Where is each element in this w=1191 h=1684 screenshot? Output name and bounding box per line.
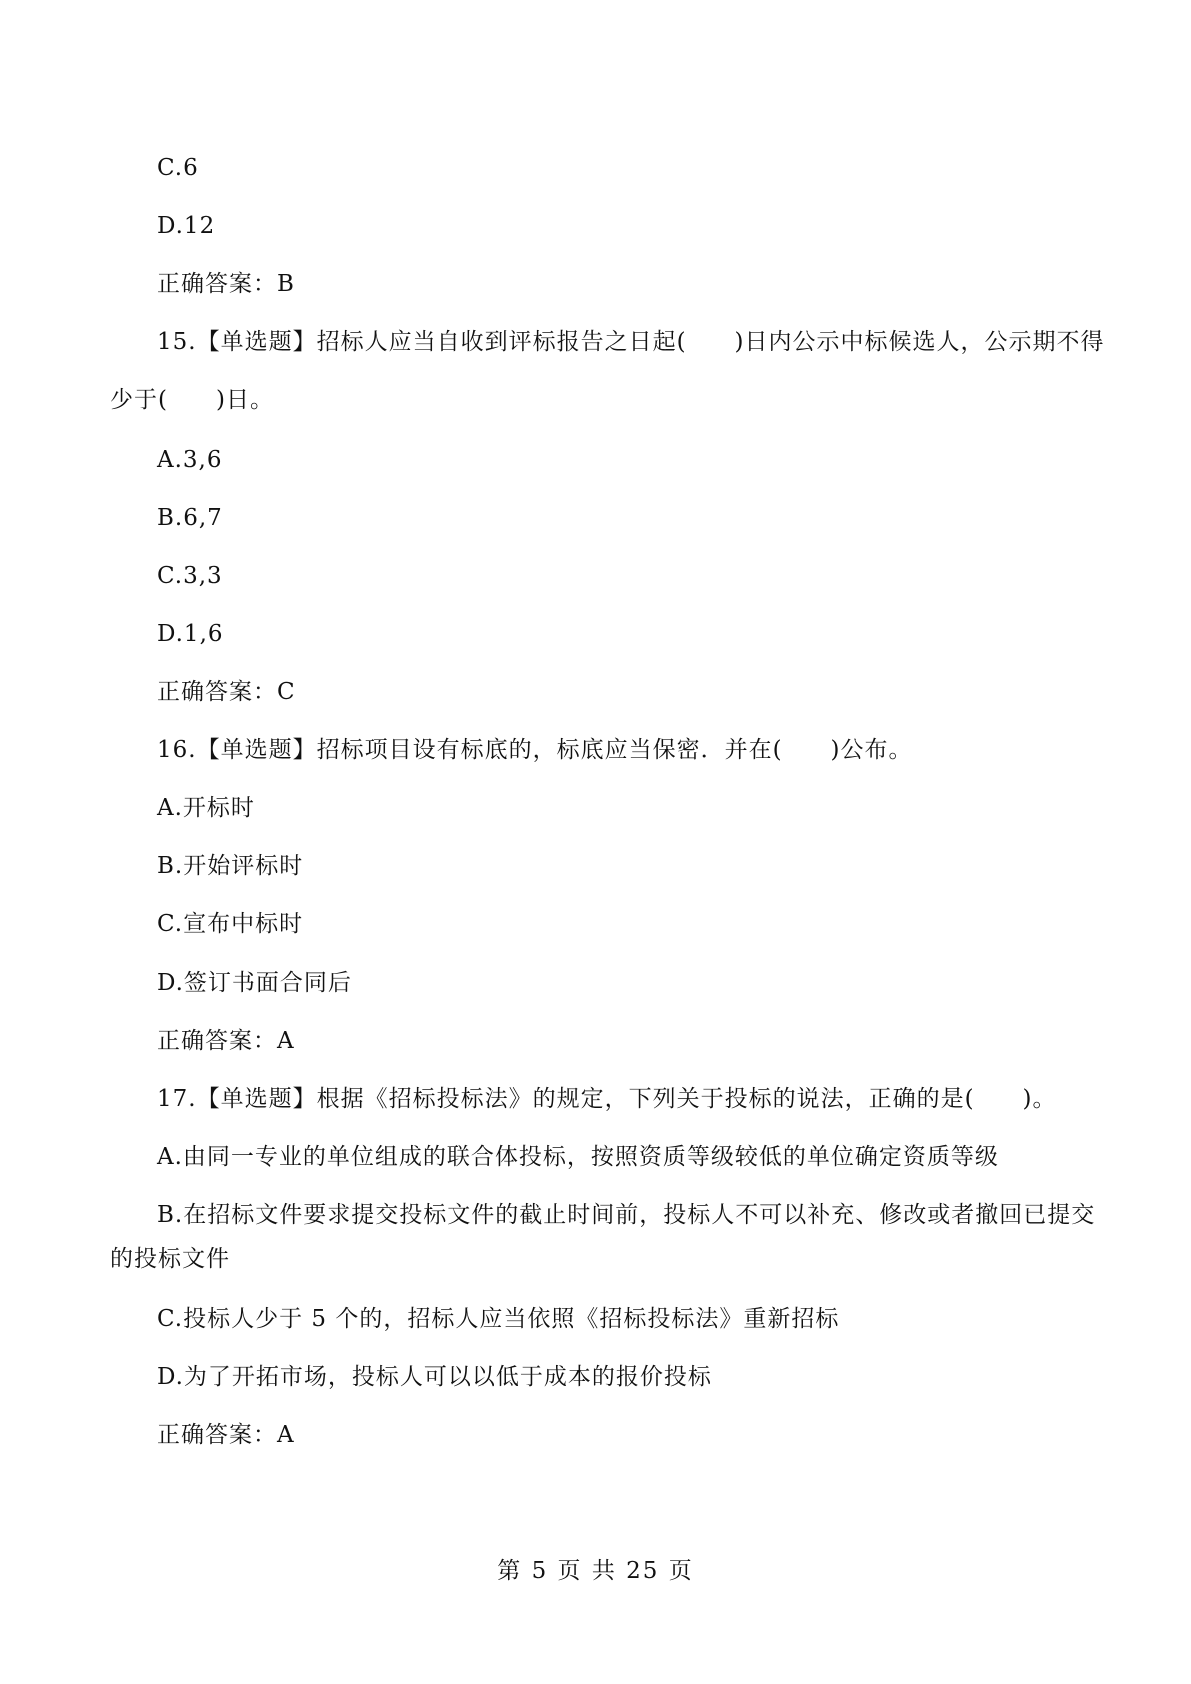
q15-answer: 正确答案：C — [157, 679, 296, 705]
q16-option-c: C.宣布中标时 — [157, 911, 304, 937]
q17-option-b-line1: B.在招标文件要求提交投标文件的截止时间前，投标人不可以补充、修改或者撤回已提交 — [157, 1202, 1096, 1228]
q14-option-c: C.6 — [157, 155, 199, 181]
q17-option-a: A.由同一专业的单位组成的联合体投标，按照资质等级较低的单位确定资质等级 — [157, 1144, 999, 1170]
page-number-footer: 第 5 页 共 25 页 — [497, 1558, 694, 1584]
q17-option-d: D.为了开拓市场，投标人可以以低于成本的报价投标 — [157, 1364, 712, 1390]
q15-option-d: D.1,6 — [157, 621, 224, 647]
q16-answer: 正确答案：A — [157, 1028, 295, 1054]
q16-stem: 16.【单选题】招标项目设有标底的，标底应当保密．并在( )公布。 — [157, 737, 913, 763]
q17-stem: 17.【单选题】根据《招标投标法》的规定，下列关于投标的说法，正确的是( )。 — [157, 1086, 1057, 1112]
q16-option-b: B.开始评标时 — [157, 853, 304, 879]
q16-option-a: A.开标时 — [157, 795, 255, 821]
q17-option-c: C.投标人少于 5 个的，招标人应当依照《招标投标法》重新招标 — [157, 1306, 840, 1332]
q15-option-b: B.6,7 — [157, 505, 223, 531]
q14-option-d: D.12 — [157, 213, 216, 239]
q15-option-c: C.3,3 — [157, 563, 223, 589]
q15-stem-line2: 少于( )日。 — [110, 387, 274, 413]
q15-stem-line1: 15.【单选题】招标人应当自收到评标报告之日起( )日内公示中标候选人，公示期不得 — [157, 329, 1105, 355]
q17-answer: 正确答案：A — [157, 1422, 295, 1448]
q17-option-b-line2: 的投标文件 — [110, 1246, 230, 1272]
q15-option-a: A.3,6 — [157, 447, 223, 473]
q16-option-d: D.签订书面合同后 — [157, 970, 352, 996]
q14-answer: 正确答案：B — [157, 271, 295, 297]
